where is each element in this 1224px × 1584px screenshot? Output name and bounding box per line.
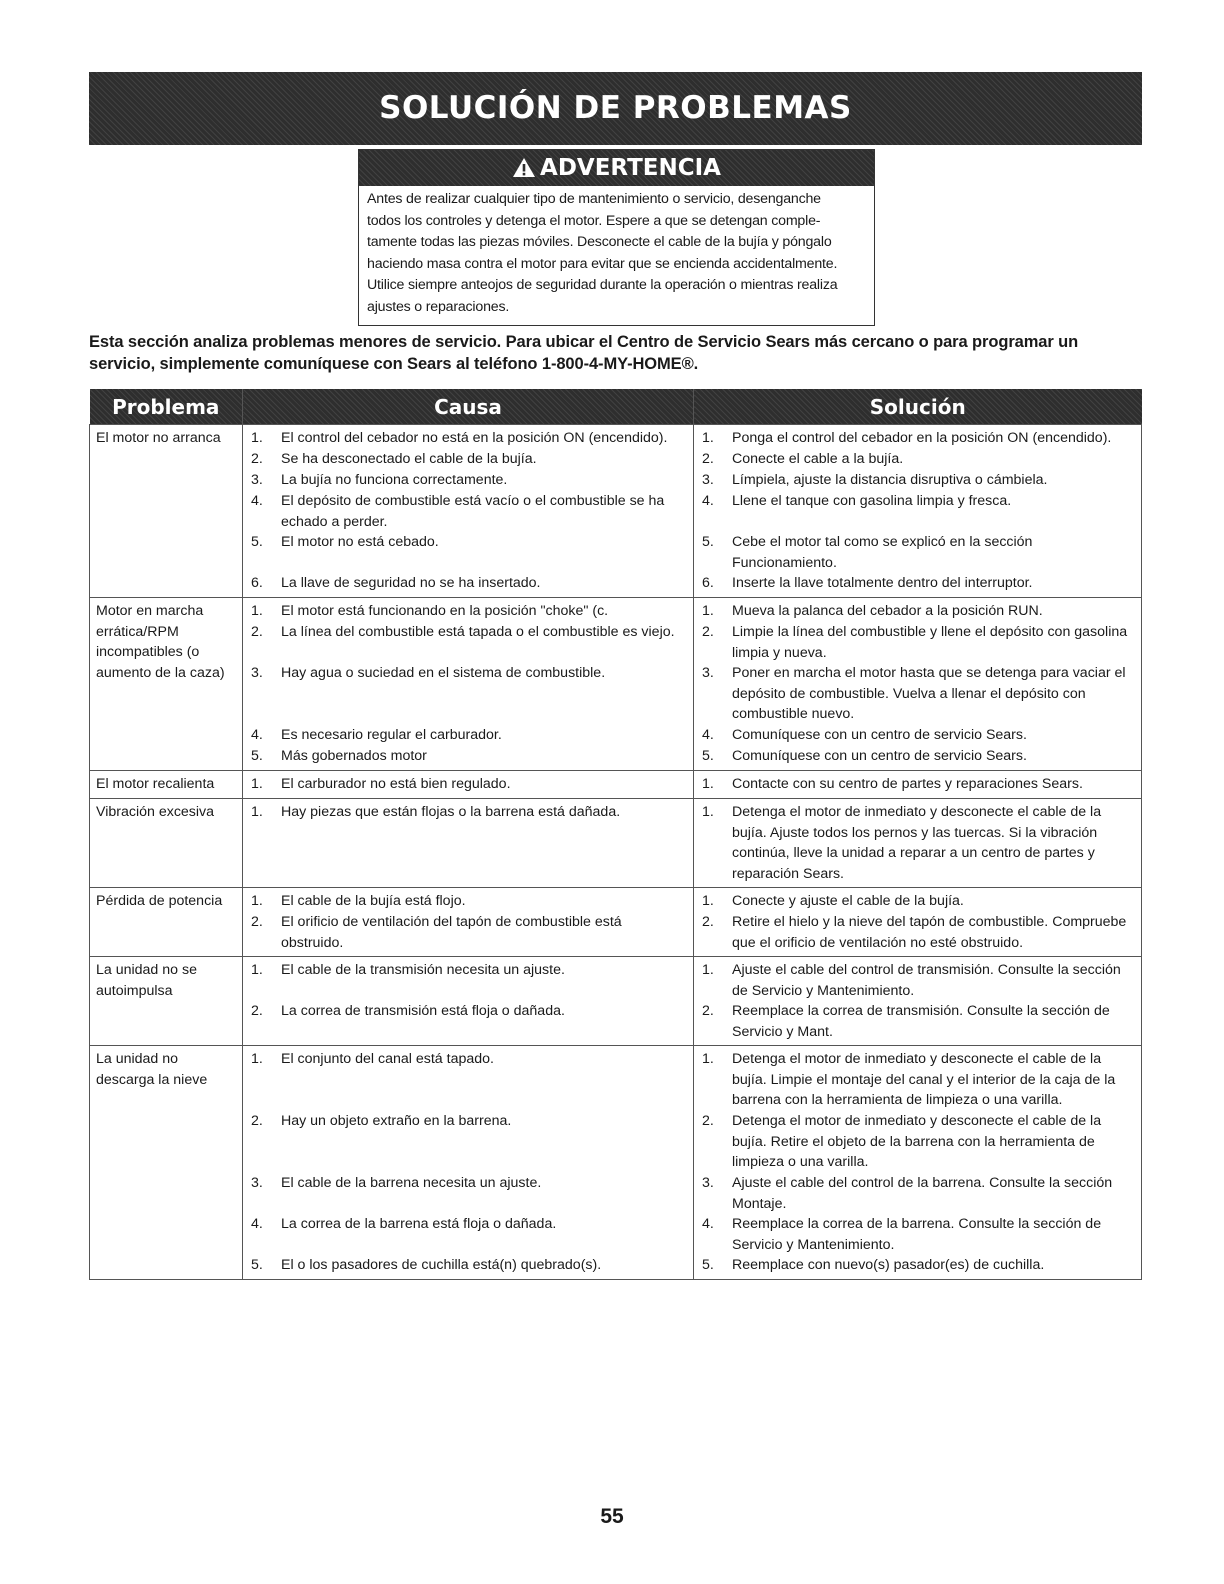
solution-item-number: 2. [702, 1003, 714, 1019]
solution-item [694, 573, 1141, 594]
solution-item-number: 2. [702, 1113, 714, 1129]
solution-item-text: Cebe el motor tal como se explicó en la sección Funcionamiento. [732, 534, 1033, 571]
warning-triangle-icon [512, 157, 536, 178]
solution-cell [694, 598, 1142, 771]
solution-item [694, 912, 1141, 953]
cause-item-number: 1. [251, 962, 263, 978]
cause-item-number: 2. [251, 1113, 263, 1129]
solution-item-text: Poner en marcha el motor hasta que se detenga para vaciar el depósito de combustible. Vuelva a llenar el depósito con combustible nuevo. [732, 665, 1126, 722]
cause-item [243, 774, 693, 795]
cause-item [243, 601, 693, 622]
problem-cell: Pérdida de potencia [90, 888, 243, 957]
solution-item-text: Conecte el cable a la bujía. [732, 451, 904, 467]
cause-item-number: 4. [251, 1216, 263, 1232]
cause-item-number: 4. [251, 493, 263, 509]
warning-line: haciendo masa contra el motor para evitar que se encienda accidentalmente. [367, 255, 838, 272]
cause-item-text: La correa de transmisión está floja o dañada. [281, 1003, 565, 1019]
solution-item [694, 1001, 1141, 1042]
cause-cell [243, 888, 694, 957]
warning-line: Antes de realizar cualquier tipo de mantenimiento o servicio, desenganche [367, 191, 821, 207]
cause-item-text: El control del cebador no está en la posición ON (encendido). [281, 430, 668, 446]
problem-cell: El motor recalienta [90, 771, 243, 799]
solution-item-text: Limpie la línea del combustible y llene el depósito con gasolina limpia y nueva. [732, 624, 1128, 661]
cause-item-number: 1. [251, 893, 263, 909]
cause-cell [243, 799, 694, 888]
solution-item-text: Mueva la palanca del cebador a la posición RUN. [732, 603, 1043, 619]
warning-line: tamente todas las piezas móviles. Desconecte el cable de la bujía y póngalo [367, 234, 832, 251]
cause-item [243, 725, 693, 746]
problem-cell: La unidad no descarga la nieve [90, 1046, 243, 1280]
solution-item [694, 470, 1141, 491]
cause-item-text: El orificio de ventilación del tapón de combustible está obstruido. [281, 914, 622, 951]
solution-item-number: 2. [702, 914, 714, 930]
cause-item-text: El o los pasadores de cuchilla está(n) quebrado(s). [281, 1257, 602, 1273]
solution-item-text: Detenga el motor de inmediato y desconecte el cable de la bujía. Limpie el montaje del canal y el interior de la caja de la barrena con la herramienta de limpieza o una varilla. [732, 1051, 1116, 1108]
solution-item-number: 3. [702, 665, 714, 681]
table-row [90, 799, 1142, 888]
solution-item-number: 4. [702, 1216, 714, 1232]
cause-item [243, 470, 693, 491]
solution-item [694, 491, 1141, 532]
solution-item-number: 1. [702, 804, 714, 820]
cause-item-number: 6. [251, 575, 263, 591]
solution-item-text: Ajuste el cable del control de la barrena. Consulte la sección Montaje. [732, 1175, 1113, 1212]
solution-item [694, 960, 1141, 1001]
solution-item-number: 2. [702, 624, 714, 640]
solution-item-text: Límpiela, ajuste la distancia disruptiva o cámbiela. [732, 472, 1048, 488]
warning-heading: ADVERTENCIA [540, 155, 721, 181]
warning-header [359, 150, 874, 186]
solution-item-text: Comuníquese con un centro de servicio Sears. [732, 748, 1027, 764]
solution-item-number: 2. [702, 451, 714, 467]
solution-item-number: 6. [702, 575, 714, 591]
cause-item [243, 1001, 693, 1042]
cause-item-text: El motor está funcionando en la posición "choke" (c. [281, 603, 609, 619]
solution-item [694, 802, 1141, 884]
solution-item-number: 1. [702, 962, 714, 978]
cause-cell [243, 957, 694, 1046]
cause-item [243, 1049, 693, 1111]
cause-item-text: La llave de seguridad no se ha insertado. [281, 575, 541, 591]
solution-item-number: 5. [702, 748, 714, 764]
cause-item [243, 891, 693, 912]
header-cause: Causa [243, 389, 694, 425]
cause-item-number: 5. [251, 534, 263, 550]
page-title: SOLUCIÓN DE PROBLEMAS [89, 72, 1142, 145]
solution-item-number: 3. [702, 1175, 714, 1191]
solution-item [694, 428, 1141, 449]
solution-item-number: 1. [702, 776, 714, 792]
cause-item-text: Hay piezas que están flojas o la barrena está dañada. [281, 804, 621, 820]
table-row [90, 957, 1142, 1046]
table-row [90, 425, 1142, 598]
solution-item [694, 622, 1141, 663]
solution-item [694, 601, 1141, 622]
warning-text [359, 186, 874, 319]
solution-item-number: 5. [702, 534, 714, 550]
solution-item [694, 1049, 1141, 1111]
solution-item-number: 3. [702, 472, 714, 488]
cause-item [243, 802, 693, 884]
solution-item-text: Llene el tanque con gasolina limpia y fresca. [732, 493, 1012, 509]
solution-item-text: Reemplace con nuevo(s) pasador(es) de cuchilla. [732, 1257, 1045, 1273]
solution-cell [694, 771, 1142, 799]
cause-item-number: 1. [251, 430, 263, 446]
cause-item-number: 4. [251, 727, 263, 743]
solution-item [694, 1173, 1141, 1214]
cause-item-text: La bujía no funciona correctamente. [281, 472, 508, 488]
solution-cell [694, 888, 1142, 957]
solution-item-number: 1. [702, 893, 714, 909]
header-solution: Solución [694, 389, 1142, 425]
cause-cell [243, 425, 694, 598]
cause-item-number: 2. [251, 914, 263, 930]
cause-item-text: Más gobernados motor [281, 748, 427, 764]
cause-item-number: 2. [251, 624, 263, 640]
solution-item [694, 725, 1141, 746]
cause-item-text: El conjunto del canal está tapado. [281, 1051, 494, 1067]
solution-item [694, 532, 1141, 573]
cause-item-number: 3. [251, 1175, 263, 1191]
solution-item-text: Comuníquese con un centro de servicio Sears. [732, 727, 1027, 743]
cause-item-text: La línea del combustible está tapada o el combustible es viejo. [281, 624, 675, 640]
solution-item-number: 1. [702, 603, 714, 619]
solution-item-text: Reemplace la correa de la barrena. Consulte la sección de Servicio y Mantenimiento. [732, 1216, 1102, 1253]
cause-item [243, 622, 693, 663]
solution-item-text: Reemplace la correa de transmisión. Consulte la sección de Servicio y Mant. [732, 1003, 1110, 1040]
cause-item-text: El motor no está cebado. [281, 534, 439, 550]
solution-item-text: Inserte la llave totalmente dentro del interruptor. [732, 575, 1033, 591]
solution-item-number: 4. [702, 493, 714, 509]
cause-item-number: 1. [251, 804, 263, 820]
page-number: 55 [600, 1505, 624, 1528]
table-row [90, 888, 1142, 957]
warning-box [358, 149, 875, 326]
cause-item-number: 3. [251, 665, 263, 681]
cause-item [243, 1214, 693, 1255]
solution-cell [694, 1046, 1142, 1280]
table-body [90, 425, 1142, 1280]
solution-cell [694, 799, 1142, 888]
solution-item [694, 774, 1141, 795]
cause-item-number: 2. [251, 1003, 263, 1019]
warning-line: ajustes o reparaciones. [367, 298, 510, 315]
cause-item-number: 5. [251, 748, 263, 764]
cause-item-number: 1. [251, 603, 263, 619]
cause-item-number: 2. [251, 451, 263, 467]
cause-item-text: La correa de la barrena está floja o dañada. [281, 1216, 557, 1232]
solution-item-text: Retire el hielo y la nieve del tapón de combustible. Compruebe que el orificio de ventilación no esté obstruido. [732, 914, 1127, 951]
cause-item-number: 1. [251, 776, 263, 792]
table-row [90, 771, 1142, 799]
cause-item-text: Hay un objeto extraño en la barrena. [281, 1113, 512, 1129]
cause-item-text: El cable de la transmisión necesita un ajuste. [281, 962, 565, 978]
cause-item-number: 3. [251, 472, 263, 488]
cause-item [243, 491, 693, 532]
cause-item-text: Se ha desconectado el cable de la bujía. [281, 451, 537, 467]
cause-cell [243, 1046, 694, 1280]
cause-cell [243, 771, 694, 799]
solution-item [694, 1214, 1141, 1255]
cause-cell [243, 598, 694, 771]
solution-cell [694, 425, 1142, 598]
solution-item-number: 1. [702, 1051, 714, 1067]
cause-item [243, 1255, 693, 1276]
table-header-row [90, 389, 1142, 425]
cause-item-text: El depósito de combustible está vacío o el combustible se ha echado a perder. [281, 493, 665, 530]
problem-cell: El motor no arranca [90, 425, 243, 598]
solution-item-text: Detenga el motor de inmediato y desconecte el cable de la bujía. Ajuste todos los pernos y las tuercas. Si la vibración continúa, lleve la unidad a reparar a un centro de partes y reparación Sears. [732, 804, 1102, 882]
cause-item [243, 1111, 693, 1173]
solution-item [694, 449, 1141, 470]
cause-item [243, 746, 693, 767]
cause-item [243, 428, 693, 449]
solution-item-number: 4. [702, 727, 714, 743]
solution-item [694, 1111, 1141, 1173]
troubleshooting-table [89, 389, 1142, 1280]
cause-item-text: Hay agua o suciedad en el sistema de combustible. [281, 665, 606, 681]
cause-item-number: 5. [251, 1257, 263, 1273]
solution-item [694, 1255, 1141, 1276]
problem-cell: Motor en marcha errática/RPM incompatibles (o aumento de la caza) [90, 598, 243, 771]
solution-item-number: 5. [702, 1257, 714, 1273]
cause-item [243, 1173, 693, 1214]
warning-line: todos los controles y detenga el motor. Espere a que se detengan comple- [367, 212, 821, 229]
solution-item [694, 891, 1141, 912]
problem-cell: Vibración excesiva [90, 799, 243, 888]
cause-item-text: El carburador no está bien regulado. [281, 776, 511, 792]
solution-item-text: Ajuste el cable del control de transmisión. Consulte la sección de Servicio y Mantenimiento. [732, 962, 1121, 999]
cause-item [243, 960, 693, 1001]
cause-item-text: Es necesario regular el carburador. [281, 727, 502, 743]
solution-item-text: Detenga el motor de inmediato y desconecte el cable de la bujía. Retire el objeto de la barrena con la herramienta de limpieza o una varilla. [732, 1113, 1102, 1170]
cause-item-text: El cable de la barrena necesita un ajuste. [281, 1175, 542, 1191]
solution-item [694, 746, 1141, 767]
solution-cell [694, 957, 1142, 1046]
solution-item-text: Ponga el control del cebador en la posición ON (encendido). [732, 430, 1112, 446]
cause-item [243, 573, 693, 594]
cause-item [243, 532, 693, 573]
solution-item-text: Contacte con su centro de partes y reparaciones Sears. [732, 776, 1083, 792]
cause-item-number: 1. [251, 1051, 263, 1067]
solution-item-number: 1. [702, 430, 714, 446]
intro-paragraph: Esta sección analiza problemas menores de servicio. Para ubicar el Centro de Servicio Sears más cercano o para programar un servicio, simplemente comuníquese con Sears al teléfono 1-800-4-MY-HOME®. [89, 333, 1079, 373]
solution-item-text: Conecte y ajuste el cable de la bujía. [732, 893, 964, 909]
cause-item [243, 663, 693, 725]
solution-item [694, 663, 1141, 725]
warning-line: Utilice siempre anteojos de seguridad durante la operación o mientras realiza [367, 277, 838, 294]
cause-item [243, 912, 693, 953]
table-row [90, 1046, 1142, 1280]
cause-item [243, 449, 693, 470]
header-problem: Problema [90, 389, 243, 425]
cause-item-text: El cable de la bujía está flojo. [281, 893, 466, 909]
problem-cell: La unidad no se autoimpulsa [90, 957, 243, 1046]
table-row [90, 598, 1142, 771]
